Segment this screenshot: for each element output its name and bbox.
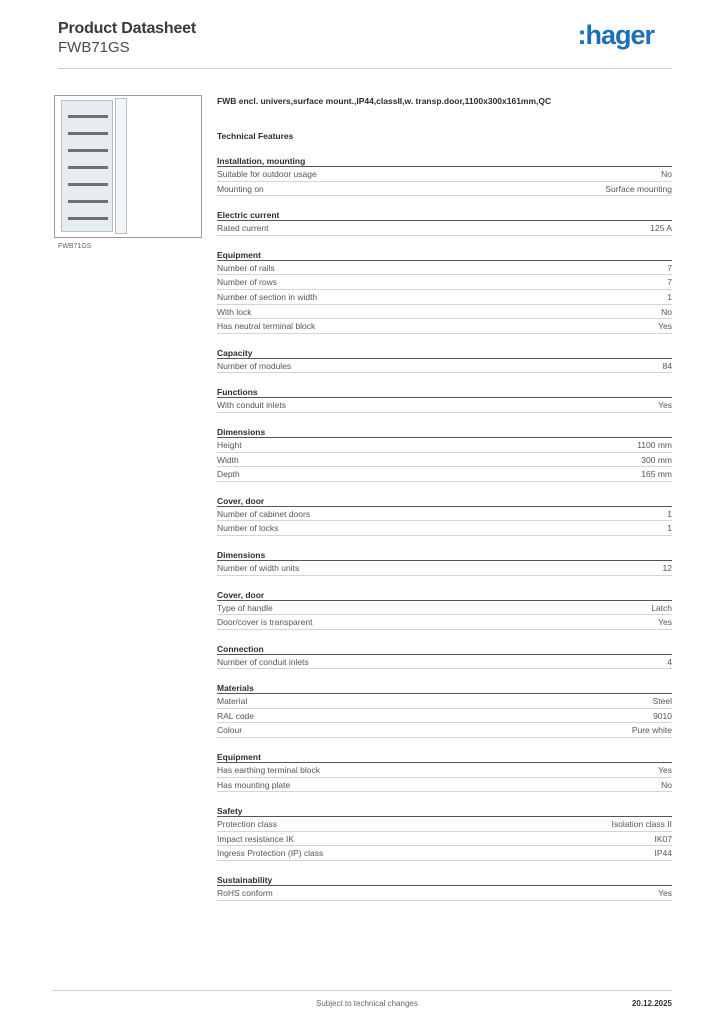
- spec-key: Number of rows: [217, 277, 277, 288]
- spec-key: Has mounting plate: [217, 779, 291, 790]
- cabinet-illustration: [61, 100, 113, 232]
- spec-row: [217, 778, 672, 793]
- spec-row: [217, 398, 672, 413]
- spec-key: Number of modules: [217, 360, 292, 371]
- section-title: Dimensions: [217, 549, 672, 561]
- spec-section: [217, 155, 672, 196]
- spec-value: 4: [667, 656, 672, 667]
- spec-value: Latch: [651, 602, 672, 613]
- spec-value: IP44: [654, 848, 672, 859]
- spec-key: Mounting on: [217, 183, 264, 194]
- spec-value: No: [661, 169, 672, 179]
- spec-row: [217, 438, 672, 453]
- spec-row: [217, 615, 672, 630]
- spec-value: No: [661, 306, 672, 317]
- product-image: [54, 95, 202, 238]
- spec-row: [217, 507, 672, 522]
- product-description: FWB encl. univers,surface mount.,IP44,classII,w. transp.door,1100x300x161mm,QC: [217, 96, 552, 106]
- spec-section: [217, 249, 672, 334]
- spec-row: [217, 846, 672, 861]
- header-divider: [58, 68, 672, 69]
- spec-section: [217, 426, 672, 482]
- spec-row: [217, 261, 672, 276]
- spec-value: 1: [667, 523, 672, 534]
- spec-value: No: [661, 779, 672, 790]
- spec-key: Number of conduit inlets: [217, 656, 309, 667]
- spec-row: [217, 709, 672, 724]
- spec-key: Rated current: [217, 223, 269, 234]
- section-title: Equipment: [217, 751, 672, 763]
- spec-sections: [217, 155, 672, 901]
- spec-row: [217, 467, 672, 482]
- spec-key: Width: [217, 454, 239, 465]
- footer-date: 20.12.2025: [631, 999, 672, 1008]
- spec-row: [217, 832, 672, 847]
- spec-value: 84: [662, 360, 672, 371]
- spec-section: [217, 682, 672, 738]
- spec-row: [217, 319, 672, 334]
- spec-key: Height: [217, 439, 242, 450]
- spec-row: [217, 521, 672, 536]
- rail: [68, 217, 108, 220]
- rail: [68, 115, 108, 118]
- spec-section: [217, 751, 672, 792]
- spec-row: [217, 167, 672, 182]
- footer-note: Subject to technical changes: [316, 999, 418, 1008]
- spec-key: Ingress Protection (IP) class: [217, 848, 324, 859]
- section-title: Electric current: [217, 209, 672, 221]
- spec-row: [217, 275, 672, 290]
- footer-divider: [52, 990, 672, 991]
- spec-key: RoHS conform: [217, 888, 273, 899]
- spec-key: Colour: [217, 725, 243, 736]
- section-title: Materials: [217, 682, 672, 694]
- spec-value: 300 mm: [641, 454, 672, 465]
- spec-value: Yes: [658, 888, 672, 899]
- spec-row: [217, 601, 672, 616]
- spec-key: Door/cover is transparent: [217, 617, 313, 628]
- image-caption: FWB71GS: [58, 243, 92, 250]
- spec-section: [217, 549, 672, 576]
- spec-value: 1: [667, 508, 672, 519]
- spec-value: 125 A: [650, 223, 672, 234]
- spec-value: Surface mounting: [605, 183, 672, 194]
- rail: [68, 200, 108, 203]
- spec-row: [217, 290, 672, 305]
- spec-value: 1100 mm: [637, 439, 672, 450]
- spec-key: Depth: [217, 469, 240, 480]
- spec-row: [217, 453, 672, 468]
- section-title: Cover, door: [217, 495, 672, 507]
- section-title: Installation, mounting: [217, 155, 672, 167]
- spec-content: [217, 94, 672, 901]
- spec-section: [217, 347, 672, 374]
- spec-section: [217, 805, 672, 861]
- spec-key: Number of section in width: [217, 291, 318, 302]
- spec-value: Yes: [658, 617, 672, 628]
- spec-value: Isolation class II: [611, 819, 672, 830]
- rail: [68, 132, 108, 135]
- spec-key: With conduit inlets: [217, 400, 286, 411]
- logo-dots: :: [577, 20, 586, 50]
- spec-row: [217, 359, 672, 374]
- spec-key: Number of width units: [217, 562, 300, 573]
- spec-value: Yes: [658, 400, 672, 411]
- section-title: Safety: [217, 805, 672, 817]
- spec-key: With lock: [217, 306, 252, 317]
- spec-row: [217, 221, 672, 236]
- spec-value: Pure white: [631, 725, 672, 736]
- spec-section: [217, 589, 672, 630]
- spec-row: [217, 305, 672, 320]
- technical-features-title: Technical Features: [217, 131, 294, 141]
- page-title: Product Datasheet: [58, 20, 196, 37]
- spec-key: Impact resistance IK: [217, 833, 295, 844]
- spec-key: Suitable for outdoor usage: [217, 169, 317, 179]
- spec-value: 1: [667, 291, 672, 302]
- spec-section: [217, 209, 672, 236]
- cabinet-door: [115, 98, 127, 234]
- spec-key: Type of handle: [217, 602, 273, 613]
- spec-row: [217, 723, 672, 738]
- spec-key: Number of cabinet doors: [217, 508, 311, 519]
- spec-value: 7: [667, 262, 672, 273]
- spec-section: [217, 643, 672, 670]
- section-title: Equipment: [217, 249, 672, 261]
- spec-row: [217, 655, 672, 670]
- section-title: Functions: [217, 386, 672, 398]
- hager-logo: [577, 20, 654, 51]
- product-code: FWB71GS: [58, 39, 130, 56]
- rail: [68, 183, 108, 186]
- spec-row: [217, 886, 672, 901]
- logo-text: hager: [585, 20, 654, 50]
- spec-row: [217, 694, 672, 709]
- spec-key: Has earthing terminal block: [217, 765, 320, 776]
- spec-row: [217, 817, 672, 832]
- spec-row: [217, 763, 672, 778]
- spec-value: 7: [667, 277, 672, 288]
- spec-key: Protection class: [217, 819, 277, 830]
- spec-key: Has neutral terminal block: [217, 321, 316, 332]
- spec-value: Steel: [652, 696, 672, 707]
- section-title: Cover, door: [217, 589, 672, 601]
- spec-key: Number of locks: [217, 523, 279, 534]
- rail: [68, 166, 108, 169]
- spec-value: Yes: [658, 765, 672, 776]
- spec-row: [217, 182, 672, 197]
- rail: [68, 149, 108, 152]
- page-header: [58, 20, 672, 70]
- spec-value: 9010: [653, 710, 672, 721]
- section-title: Capacity: [217, 347, 672, 359]
- section-title: Sustainability: [217, 874, 672, 886]
- spec-section: [217, 874, 672, 901]
- spec-value: IK07: [654, 833, 672, 844]
- spec-key: RAL code: [217, 710, 255, 721]
- spec-section: [217, 386, 672, 413]
- spec-section: [217, 495, 672, 536]
- section-title: Dimensions: [217, 426, 672, 438]
- spec-key: Number of rails: [217, 262, 275, 273]
- spec-value: 165 mm: [641, 469, 672, 480]
- spec-key: Material: [217, 696, 248, 707]
- spec-value: 12: [662, 562, 672, 573]
- spec-row: [217, 561, 672, 576]
- spec-value: Yes: [658, 321, 672, 332]
- section-title: Connection: [217, 643, 672, 655]
